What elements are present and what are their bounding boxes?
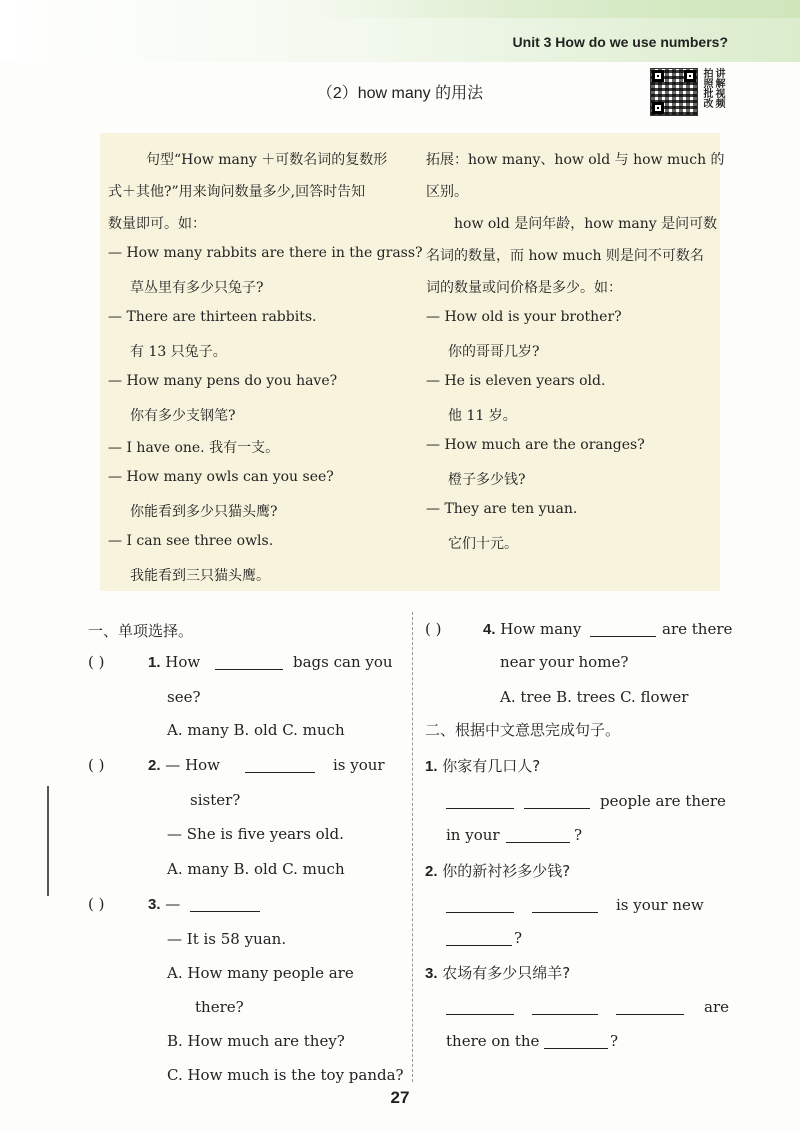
answer-paren[interactable]: ( ) [425,620,442,638]
question-text: — How [165,756,221,774]
extension-line: 名词的数量，而 how much 则是问不可数名 [426,248,704,264]
question-text: — It is 58 yuan. [167,930,287,948]
question-text: is your [333,756,385,774]
answer-paren[interactable]: ( ) [88,756,105,774]
answer-blank[interactable] [506,828,570,847]
question-text: bags can you [293,653,393,671]
part1-heading: 一、单项选择。 [88,622,194,640]
example-line: — They are ten yuan. [426,501,578,517]
answer-blank[interactable] [446,1000,514,1019]
question-number: 1. [148,654,161,671]
example-translation: 你能看到多少只猫头鹰? [130,504,278,520]
explanation-line: 数量即可。如： [108,216,206,232]
unit-title: Unit 3 How do we use numbers? [512,34,728,50]
sentence-text: ? [610,1032,619,1050]
sentence-text: ? [514,929,523,947]
question-text: How [165,653,201,671]
question-number: 2. [425,863,438,880]
answer-blank[interactable] [190,897,260,916]
sentence-text: is your new [616,896,704,914]
example-translation: 你的哥哥几岁? [448,344,540,360]
answer-blank[interactable] [446,794,514,813]
answer-blank[interactable] [524,794,590,813]
sentence-text: are [704,998,729,1016]
sentence-text: people are there [600,792,726,810]
example-line: — I have one. 我有一支。 [108,440,280,456]
question-2 [148,756,220,774]
example-line: — How many rabbits are there in the grass? [108,245,423,261]
chinese-prompt: 你的新衬衫多少钱? [442,862,571,880]
example-translation: 有 13 只兔子。 [130,344,227,360]
question-text: near your home? [500,653,629,671]
page-number: 27 [390,1088,410,1107]
question-number: 3. [425,965,438,982]
options: A. tree B. trees C. flower [500,688,689,706]
question-1 [148,653,200,671]
option-a: there? [195,998,244,1016]
answer-blank[interactable] [446,898,514,917]
answer-blank[interactable] [446,931,512,950]
explanation-line: 句型“How many ＋可数名词的复数形 [146,152,388,168]
question-text: are there [662,620,733,638]
example-translation: 橙子多少钱? [448,472,526,488]
example-line: — How many owls can you see? [108,469,334,485]
example-line: — There are thirteen rabbits. [108,309,317,325]
example-line: — How old is your brother? [426,309,622,325]
answer-blank[interactable] [215,655,283,674]
question-number: 1. [425,758,438,775]
question-4 [483,620,581,638]
example-line: — How much are the oranges? [426,437,645,453]
example-line: — He is eleven years old. [426,373,606,389]
example-translation: 它们十元。 [448,536,518,552]
answer-paren[interactable]: ( ) [88,895,105,913]
extension-line: 拓展：how many、how old 与 how much 的 [426,152,725,168]
sentence-text: in your [446,826,500,844]
question-number: 3. [148,896,161,913]
option-b: B. How much are they? [167,1032,345,1050]
example-translation: 草丛里有多少只兔子? [130,280,264,296]
example-translation: 我能看到三只猫头鹰。 [130,568,270,584]
option-a: A. How many people are [167,964,354,982]
sentence-text: ? [574,826,583,844]
sentence-text: there on the [446,1032,540,1050]
answer-paren[interactable]: ( ) [88,653,105,671]
question-text: sister? [190,791,241,809]
question-3 [148,895,180,913]
option-c: C. How much is the toy panda? [167,1066,404,1084]
chinese-prompt: 你家有几口人? [442,757,541,775]
example-translation: 你有多少支钢笔? [130,408,236,424]
answer-blank[interactable] [245,758,315,777]
qr-label: 讲解视频 拍照批改 [701,68,724,108]
question-text: — She is five years old. [167,825,344,843]
answer-blank[interactable] [590,622,656,641]
part2-heading: 二、根据中文意思完成句子。 [425,721,621,739]
extension-line: 词的数量或问价格是多少。如： [426,280,622,296]
extension-line: how old 是问年龄，how many 是问可数 [454,216,718,232]
sentence-2 [425,860,570,881]
options: A. many B. old C. much [167,721,345,739]
example-line: — I can see three owls. [108,533,274,549]
example-translation: 他 11 岁。 [448,408,517,424]
sentence-1 [425,755,540,776]
question-number: 2. [148,757,161,774]
question-text: — [165,895,181,913]
question-text: How many [500,620,582,638]
options: A. many B. old C. much [167,860,345,878]
question-number: 4. [483,621,496,638]
sentence-3 [425,962,570,983]
explanation-line: 式＋其他?”用来询问数量多少,回答时告知 [108,184,366,200]
answer-blank[interactable] [532,1000,598,1019]
answer-blank[interactable] [532,898,598,917]
section-title: （2）how many 的用法 [316,85,484,102]
answer-blank[interactable] [544,1034,608,1053]
question-text: see? [167,688,201,706]
extension-line: 区别。 [426,184,468,200]
example-line: — How many pens do you have? [108,373,338,389]
chinese-prompt: 农场有多少只绵羊? [442,964,571,982]
answer-blank[interactable] [616,1000,684,1019]
